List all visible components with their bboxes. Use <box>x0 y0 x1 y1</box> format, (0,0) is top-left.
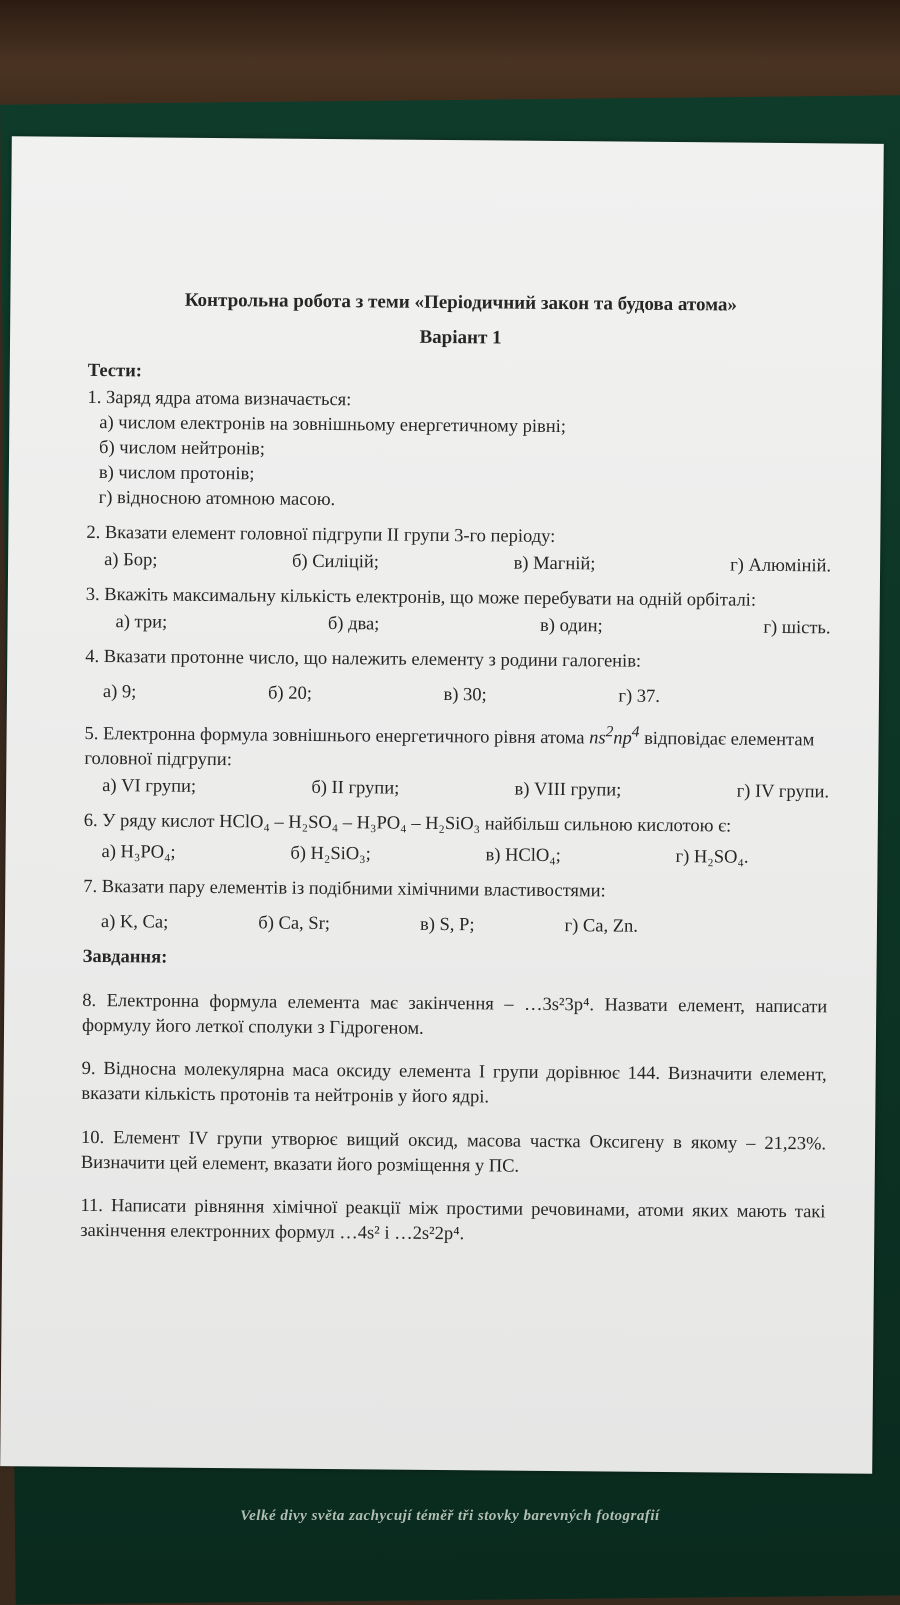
task-10: 10. Елемент IV групи утворює вищий оксид, масова частка Оксигену в якому – 21,23%. Визначити цей елемент, вказати його розміщення у ПС. <box>80 1127 827 1177</box>
option: в) VIII групи; <box>514 779 622 801</box>
cover-caption: Velké divy světa zachycují téměř tři stovky barevných fotografií <box>240 1508 660 1524</box>
question-5 <box>84 715 830 806</box>
question-2 <box>86 521 831 579</box>
option: б) два; <box>327 613 380 635</box>
task-9: 9. Відносна молекулярна маса оксиду елемента I групи дорівнює 144. Визначити елемент, вказати кількість протонів та нейтронів у його ядрі. <box>81 1059 827 1108</box>
question-1 <box>87 386 833 517</box>
option: г) H₂SO₄. <box>675 847 749 868</box>
question-6 <box>83 809 828 871</box>
option: б) II групи; <box>311 778 400 799</box>
question-3 <box>85 583 830 641</box>
options-row <box>101 840 748 871</box>
question-text: 7. Вказати пару елементів із подібними хімічними властивостями: <box>83 877 606 902</box>
options-row <box>102 774 829 805</box>
question-text: 6. У ряду кислот HClO₄ – H₂SO₄ – H₃PO₄ – H₂SiO₃ найбільш сильною кислотою є: <box>83 811 732 837</box>
options-row <box>115 610 830 641</box>
variant-label: Варіант 1 <box>419 326 502 349</box>
options-row <box>101 910 638 940</box>
question-text: 2. Вказати елемент головної підгрупи II групи 3-го періоду: <box>86 522 556 547</box>
question-text: 3. Вкажіть максимальну кількість електронів, що може перебувати на одній орбіталі: <box>85 584 757 611</box>
question-text: 4. Вказати протонне число, що належить елементу з родини галогенів: <box>85 646 642 672</box>
question-text-start: 5. Електронна формула зовнішнього енергетичного рівня атома <box>84 724 590 749</box>
option: а) K, Ca; <box>100 912 169 933</box>
option: в) S, P; <box>419 914 475 936</box>
option: б) Силіцій; <box>291 551 380 573</box>
option: г) Алюміній. <box>730 555 832 577</box>
question-text <box>84 715 829 779</box>
option: в) 30; <box>443 685 487 706</box>
question-text: 1. Заряд ядра атома визначається: <box>87 387 352 411</box>
options-row <box>104 548 831 579</box>
option: в) HClO₄; <box>485 845 561 867</box>
option: а) три; <box>115 612 168 633</box>
option: г) 37. <box>618 686 661 707</box>
question-7 <box>83 875 828 941</box>
options-row <box>103 680 660 710</box>
document-content <box>80 287 833 1263</box>
option: г) відносною атомною масою. <box>98 487 336 511</box>
tasks-heading: Завдання: <box>82 947 168 968</box>
task-11: 11. Написати рівняння хімічної реакції між простими речовинами, атоми яких мають такі закінчення електронних формул …4s² і …2s²2p⁴. <box>80 1196 826 1245</box>
option: г) Ca, Zn. <box>564 916 639 937</box>
option: г) шість. <box>763 617 831 639</box>
option: б) Ca, Sr; <box>258 913 331 935</box>
question-4 <box>85 645 830 711</box>
option: а) H₃PO₄; <box>101 842 176 863</box>
tests-heading: Тести: <box>87 360 143 382</box>
option: б) H₂SiO₃; <box>290 843 371 865</box>
option: г) IV групи. <box>736 781 830 803</box>
option: а) Бор; <box>104 550 158 571</box>
formula: $ns^2np^4$ <box>589 723 640 749</box>
option: в) числом протонів; <box>98 462 255 485</box>
option: б) 20; <box>267 683 312 704</box>
option: в) Магній; <box>513 553 596 575</box>
paper-sheet <box>0 136 884 1474</box>
option: а) 9; <box>102 682 137 703</box>
document-title: Контрольна робота з теми «Періодичний закон та будова атома» <box>184 289 738 316</box>
option: в) один; <box>540 615 603 637</box>
option: а) VI групи; <box>102 776 197 798</box>
task-8: 8. Електронна формула елемента має закінчення – …3s²3p⁴. Назвати елемент, написати формулу його леткої сполуки з Гідрогеном. <box>81 990 828 1039</box>
option: а) числом електронів на зовнішньому енергетичному рівні; <box>99 412 567 438</box>
question-text-end: відповідає елементам головної підгрупи: <box>84 728 815 771</box>
option: б) числом нейтронів; <box>99 437 266 460</box>
